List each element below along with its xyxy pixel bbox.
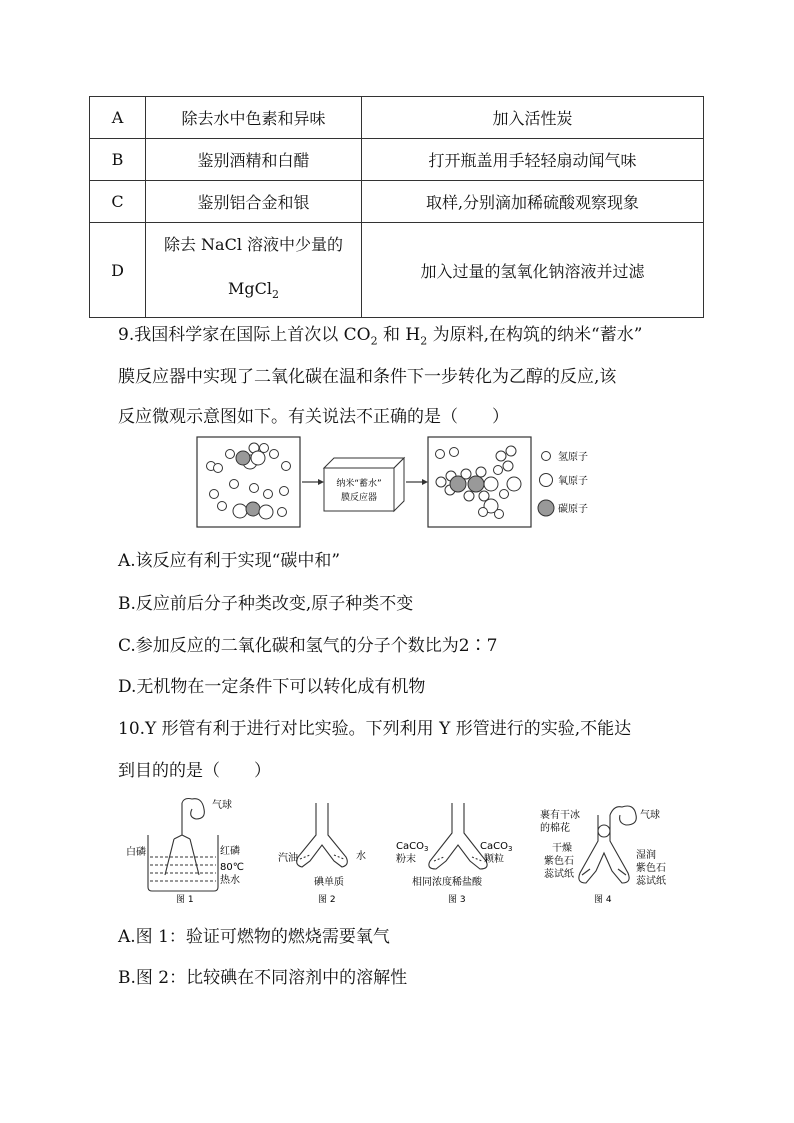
fig4-label: 裹有干冰 <box>540 810 580 821</box>
fig1-caption: 图 1 <box>176 895 194 905</box>
row-method: 加入过量的氢氧化钠溶液并过滤 <box>362 223 704 318</box>
reactor-label: 膜反应器 <box>340 493 378 503</box>
row-purpose <box>146 223 362 318</box>
table-row <box>90 223 704 318</box>
q9-line <box>118 320 642 347</box>
fig4-label: 湿润 <box>636 850 656 861</box>
q9-line: 反应微观示意图如下。有关说法不正确的是（ ） <box>118 407 509 427</box>
fig4-label: 蕊试纸 <box>544 869 574 880</box>
table-row <box>90 97 704 139</box>
row-id: C <box>90 181 146 223</box>
fig1-label: 气球 <box>212 800 232 811</box>
row-id: B <box>90 139 146 181</box>
subscript: 2 <box>271 288 279 302</box>
fig2-label: 汽油 <box>278 853 298 864</box>
oxygen-atom-icon <box>540 474 553 487</box>
y-tube-figures <box>120 795 680 905</box>
fig1-label: 白磷 <box>126 847 146 858</box>
row-id: D <box>90 223 146 318</box>
row-purpose: 鉴别酒精和白醋 <box>146 139 362 181</box>
fig4-label: 紫色石 <box>636 863 666 874</box>
figure-1 <box>148 799 218 892</box>
fig3-label: CaCO$_3$ <box>396 841 429 853</box>
fig1-label: 热水 <box>220 875 240 886</box>
figure-4 <box>579 806 636 883</box>
table-row <box>90 181 704 223</box>
figure-2 <box>297 803 348 867</box>
fig3-label: 颗粒 <box>484 854 504 865</box>
fig3-label: 相同浓度稀盐酸 <box>412 877 482 888</box>
q10-option: B.图 2：比较碘在不同溶剂中的溶解性 <box>118 968 408 988</box>
reactant-molecules <box>207 443 291 519</box>
fig1-label: 80℃ <box>220 862 244 873</box>
legend-label: 氢原子 <box>558 452 588 463</box>
fig2-caption: 图 2 <box>318 895 336 905</box>
fig4-label: 紫色石 <box>544 856 574 867</box>
q9-text: 和 H <box>377 325 421 345</box>
q9-option: B.反应前后分子种类改变,原子种类不变 <box>118 594 414 614</box>
row-id: A <box>90 97 146 139</box>
reaction-diagram <box>196 436 636 530</box>
purpose-line: 除去 NaCl 溶液中少量的 <box>163 235 344 254</box>
q10-option: A.图 1：验证可燃物的燃烧需要氧气 <box>118 927 390 947</box>
q10-line: 到目的的是（ ） <box>118 761 271 781</box>
q9-option: A.该反应有利于实现“碳中和” <box>118 551 341 571</box>
legend-label: 碳原子 <box>558 504 588 515</box>
table-row <box>90 139 704 181</box>
options-table <box>89 96 704 318</box>
q9-line: 膜反应器中实现了二氧化碳在温和条件下一步转化为乙醇的反应,该 <box>118 367 617 387</box>
row-method: 打开瓶盖用手轻轻扇动闻气味 <box>362 139 704 181</box>
subscript: 2 <box>420 334 428 348</box>
fig4-caption: 图 4 <box>594 895 612 905</box>
fig3-label: CaCO$_3$ <box>480 841 513 853</box>
q9-option: D.无机物在一定条件下可以转化成有机物 <box>118 677 426 697</box>
fig3-caption: 图 3 <box>448 895 466 905</box>
subscript: 2 <box>370 334 378 348</box>
fig4-label: 蕊试纸 <box>636 876 666 887</box>
fig3-label: 粉末 <box>396 854 416 865</box>
legend <box>538 450 588 516</box>
row-purpose: 鉴别铝合金和银 <box>146 181 362 223</box>
fig1-label: 红磷 <box>220 846 240 857</box>
product-molecules <box>436 446 522 519</box>
legend-label: 氧原子 <box>558 476 588 487</box>
fig4-label: 气球 <box>640 810 660 821</box>
fig2-label: 碘单质 <box>314 877 344 888</box>
hydrogen-atom-icon <box>542 452 551 461</box>
fig2-label: 水 <box>356 851 366 862</box>
row-purpose: 除去水中色素和异味 <box>146 97 362 139</box>
q9-text: 9.我国科学家在国际上首次以 CO <box>118 325 371 345</box>
figure-3 <box>429 803 487 869</box>
formula: MgCl <box>228 279 272 298</box>
fig4-label: 的棉花 <box>540 823 570 834</box>
reactor-box <box>324 458 404 511</box>
fig4-label: 干燥 <box>552 843 572 854</box>
purpose-line <box>146 267 361 317</box>
q9-option: C.参加反应的二氧化碳和氢气的分子个数比为2∶7 <box>118 636 498 656</box>
row-method: 加入活性炭 <box>362 97 704 139</box>
carbon-atom-icon <box>538 500 554 516</box>
q9-text: 为原料,在构筑的纳米“蓄水” <box>427 325 643 345</box>
row-method: 取样,分别滴加稀硫酸观察现象 <box>362 181 704 223</box>
reactor-label: 纳米“蓄水” <box>336 479 382 489</box>
q10-line: 10.Y 形管有利于进行对比实验。下列利用 Y 形管进行的实验,不能达 <box>118 719 632 739</box>
